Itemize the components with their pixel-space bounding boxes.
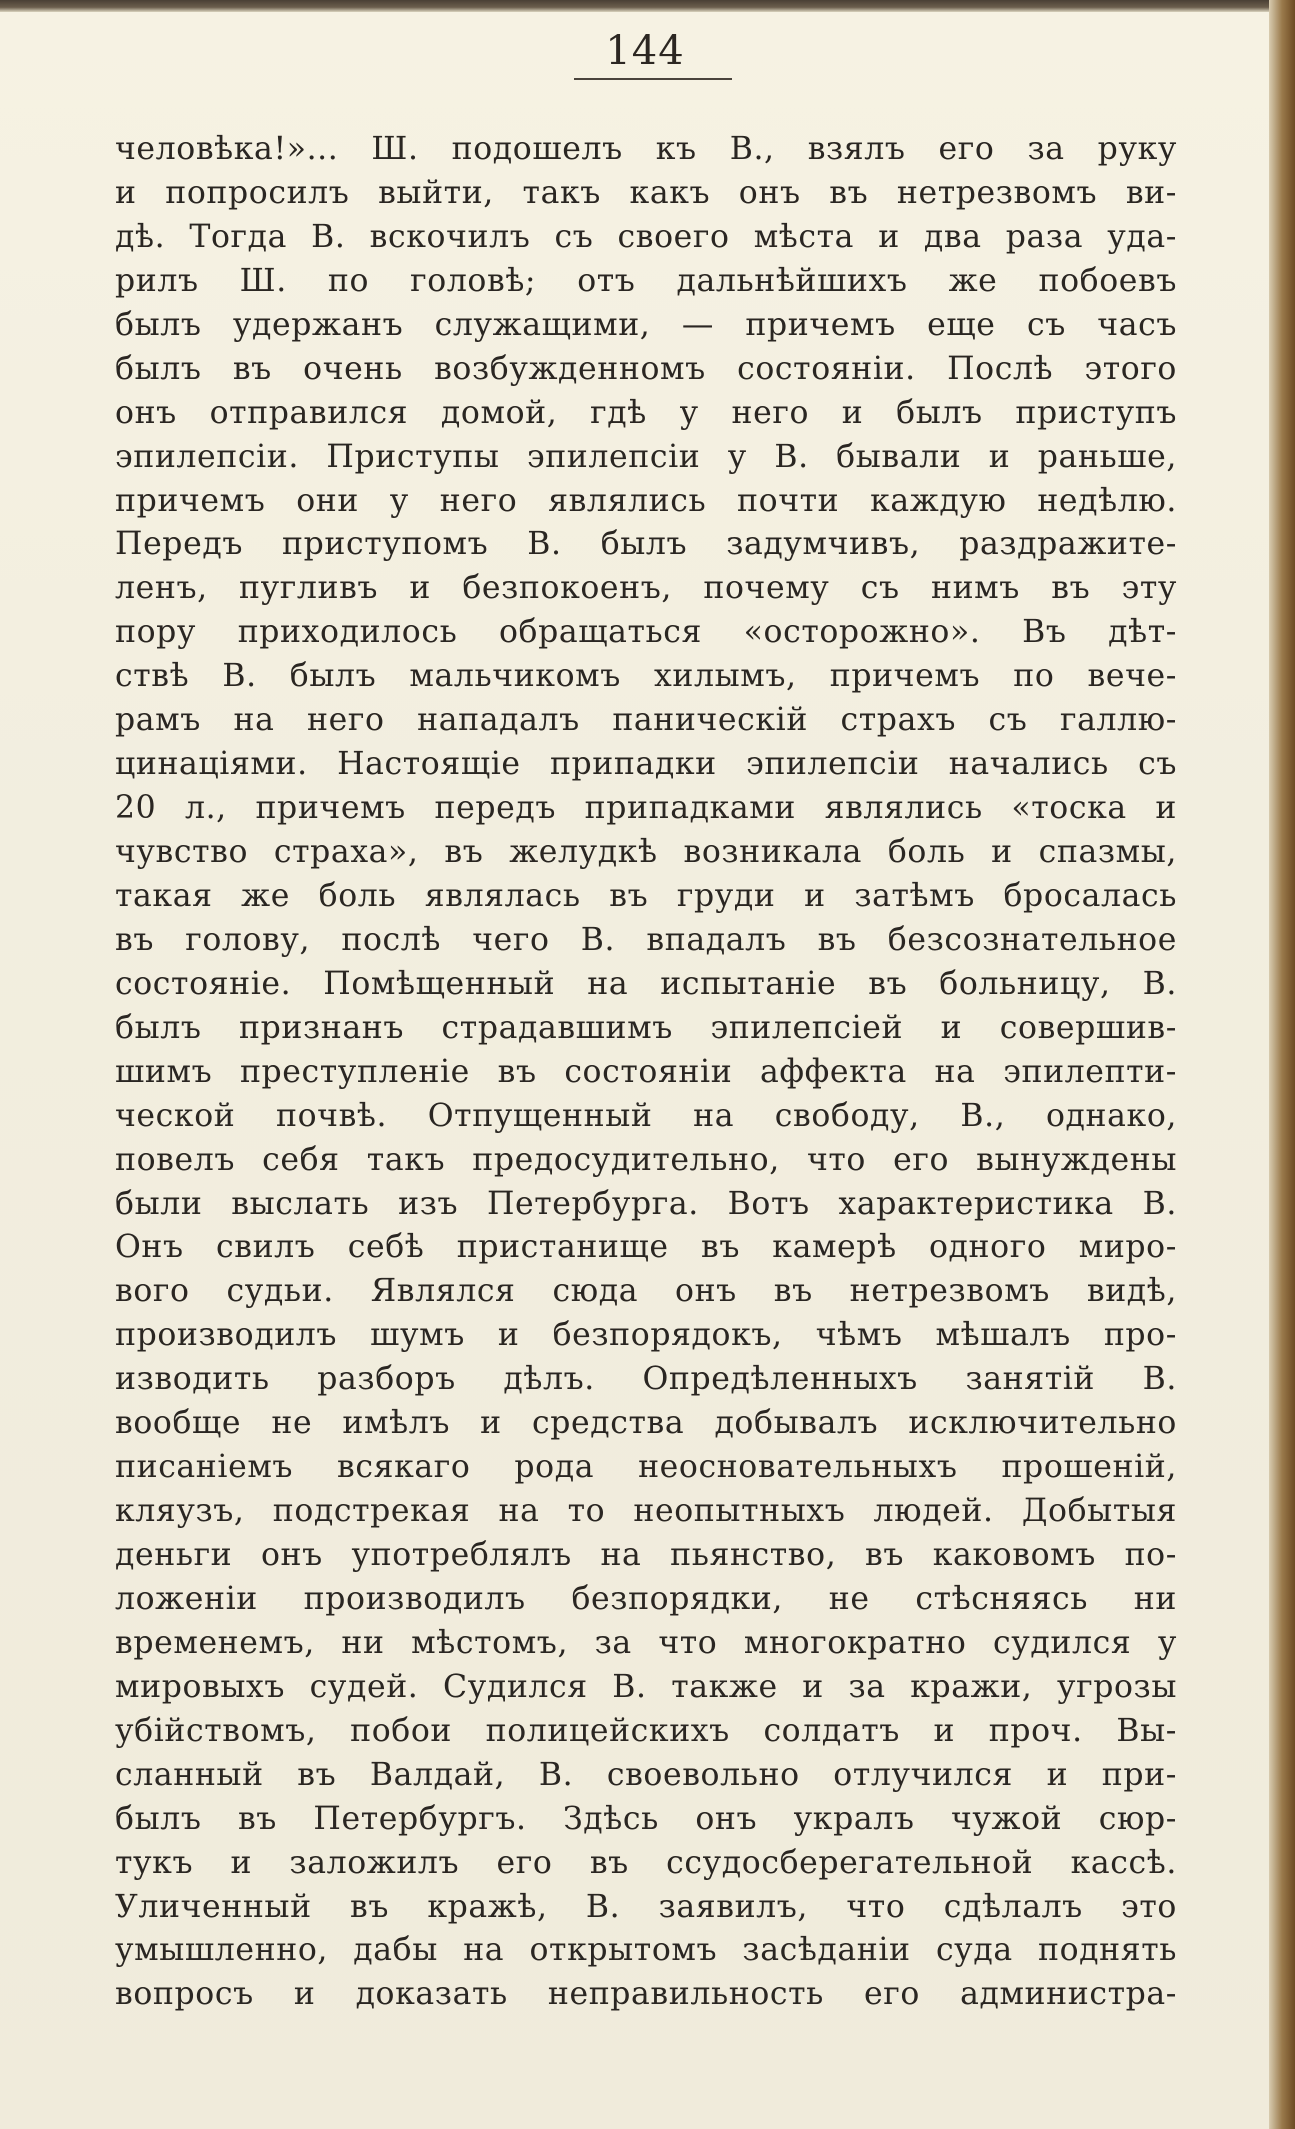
- text-line: ленъ, пугливъ и безпокоенъ, почему съ нимъ въ эту: [115, 570, 1177, 607]
- text-line: сланный въ Валдай, В. своевольно отлучился и при-: [115, 1756, 1177, 1793]
- text-line: человѣка!»... Ш. подошелъ къ В., взялъ его за руку: [115, 131, 1177, 167]
- text-line: рилъ Ш. по головѣ; отъ дальнѣйшихъ же побоевъ: [115, 262, 1177, 299]
- text-line: пору приходилось обращаться «осторожно». Въ дѣт-: [115, 614, 1177, 651]
- text-line: ложеніи производилъ безпорядки, не стѣсняясь ни: [115, 1580, 1177, 1617]
- text-line: причемъ они у него являлись почти каждую недѣлю.: [115, 482, 1177, 519]
- text-line: такая же боль являлась въ груди и затѣмъ бросалась: [115, 877, 1177, 914]
- text-line: былъ въ Петербургъ. Здѣсь онъ укралъ чужой сюр-: [115, 1800, 1177, 1837]
- text-line: и попросилъ выйти, такъ какъ онъ въ нетрезвомъ ви-: [115, 174, 1177, 211]
- text-line: кляузъ, подстрекая на то неопытныхъ людей. Добытыя: [115, 1493, 1177, 1530]
- text-line: въ голову, послѣ чего В. впадалъ въ безсознательное: [115, 921, 1177, 958]
- text-line: дѣ. Тогда В. вскочилъ съ своего мѣста и два раза уда-: [115, 218, 1177, 255]
- text-line: изводить разборъ дѣлъ. Опредѣленныхъ занятій В.: [115, 1361, 1177, 1398]
- text-line: деньги онъ употреблялъ на пьянство, въ каковомъ по-: [115, 1537, 1177, 1573]
- text-line: былъ удержанъ служащими, — причемъ еще съ часъ: [115, 306, 1177, 343]
- page-binding-edge: [1269, 0, 1295, 2129]
- text-line: вого судьи. Являлся сюда онъ въ нетрезвомъ видѣ,: [115, 1273, 1177, 1310]
- text-line: чувство страха», въ желудкѣ возникала боль и спазмы,: [115, 834, 1177, 870]
- text-line: состояніе. Помѣщенный на испытаніе въ больницу, В.: [115, 965, 1177, 1002]
- text-line: повелъ себя такъ предосудительно, что его вынуждены: [115, 1141, 1177, 1178]
- text-line: вообще не имѣлъ и средства добывалъ исключительно: [115, 1405, 1177, 1442]
- text-line: убійствомъ, побои полицейскихъ солдатъ и проч. Вы-: [115, 1712, 1177, 1749]
- text-line: производилъ шумъ и безпорядокъ, чѣмъ мѣшалъ про-: [115, 1317, 1177, 1354]
- text-line: эпилепсіи. Приступы эпилепсіи у В. бывали и раньше,: [115, 438, 1177, 475]
- text-line: былъ признанъ страдавшимъ эпилепсіей и совершив-: [115, 1009, 1177, 1046]
- text-line: 20 л., причемъ передъ припадками являлись «тоска и: [115, 790, 1177, 827]
- page-number-underline: [574, 78, 732, 80]
- text-line: тукъ и заложилъ его въ ссудосберегательной кассѣ.: [115, 1844, 1177, 1881]
- page-top-edge: [0, 0, 1295, 12]
- text-line: были выслать изъ Петербурга. Вотъ характеристика В.: [115, 1185, 1177, 1222]
- text-line: шимъ преступленіе въ состояніи аффекта на эпилепти-: [115, 1053, 1177, 1090]
- text-line: ствѣ В. былъ мальчикомъ хилымъ, причемъ по вече-: [115, 658, 1177, 695]
- text-line: рамъ на него нападалъ паническій страхъ съ галлю-: [115, 702, 1177, 739]
- text-line: умышленно, дабы на открытомъ засѣданіи суда поднять: [115, 1932, 1177, 1969]
- text-line: ческой почвѣ. Отпущенный на свободу, В., однако,: [115, 1097, 1177, 1134]
- text-line: вопросъ и доказать неправильность его администра-: [115, 1976, 1177, 2013]
- text-line: цинаціями. Настоящіе припадки эпилепсіи начались съ: [115, 746, 1177, 783]
- page-number: 144: [605, 28, 685, 74]
- text-line: писаніемъ всякаго рода неосновательныхъ прошеній,: [115, 1449, 1177, 1486]
- text-line: онъ отправился домой, гдѣ у него и былъ приступъ: [115, 394, 1177, 431]
- text-line: Передъ приступомъ В. былъ задумчивъ, раздражите-: [115, 526, 1177, 563]
- text-line: былъ въ очень возбужденномъ состояніи. Послѣ этого: [115, 350, 1177, 387]
- text-line: Онъ свилъ себѣ пристанище въ камерѣ одного миро-: [115, 1229, 1177, 1266]
- text-line: Уличенный въ кражѣ, В. заявилъ, что сдѣлалъ это: [115, 1888, 1177, 1925]
- text-line: мировыхъ судей. Судился В. также и за кражи, угрозы: [115, 1668, 1177, 1705]
- body-text: [115, 128, 1177, 2017]
- text-line: временемъ, ни мѣстомъ, за что многократно судился у: [115, 1624, 1177, 1661]
